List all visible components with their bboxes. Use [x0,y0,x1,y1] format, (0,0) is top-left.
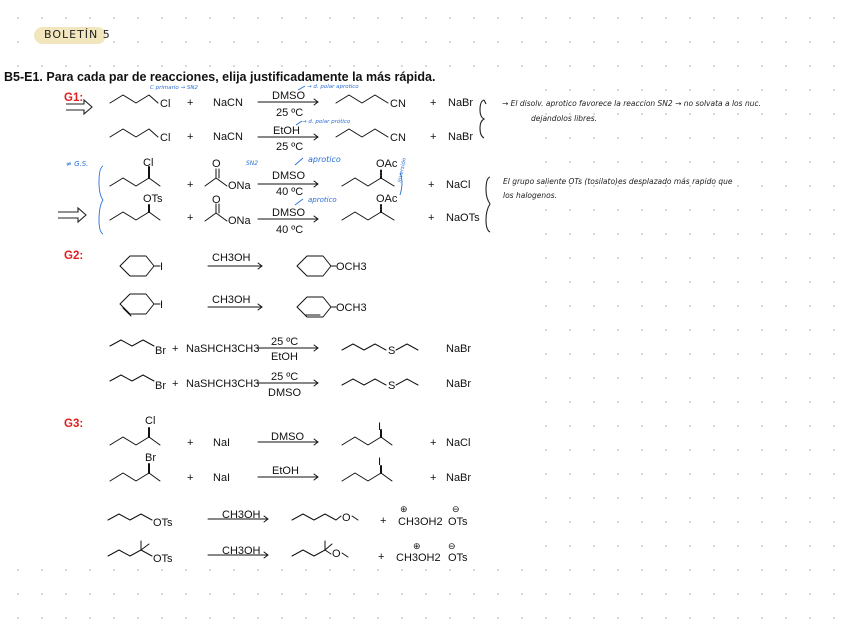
g2-r3-product-s: S [388,345,396,357]
g2-r2-solvent: CH3OH [212,294,251,306]
g3-r3-leaving: OTs [153,517,173,529]
g1-r1-solvent: DMSO [272,90,305,102]
g3-r3-charge-pos: ⊕ [400,504,408,514]
g3-r2-plus: + [187,472,194,484]
g1-r4-leaving: OTs [143,193,163,205]
g1-r3-byproduct: NaCl [446,179,471,191]
note-aprotic-line2: dejandolos libres. [531,114,598,123]
g1-r2-plus2: + [430,131,437,143]
g1-r2-leaving: Cl [160,132,171,144]
g2-r4-leaving: Br [155,380,166,392]
g3-r4-plus: + [378,551,385,563]
g2-r3-byproduct: NaBr [446,343,472,355]
g2-r4-byproduct: NaBr [446,378,472,390]
group-label-g3: G3: [64,418,84,430]
g2-r1-leaving: I [160,261,164,273]
note-gs: ≠ G.S. [66,160,89,168]
g1-r1-product: CN [390,98,406,110]
g1-r4-temp: 40 ºC [276,224,304,236]
g2-r4-temp: 25 ºC [271,371,299,383]
g3-r1-leaving: Cl [145,415,156,427]
g2-r1-product: OCH3 [336,261,367,273]
g3-r4-charge-pos: ⊕ [413,541,421,551]
g3-r1-plus2: + [430,437,437,449]
g3-r3-plus: + [380,515,387,527]
g1-r2-temp: 25 ºC [276,141,304,153]
g1-r1-plus2: + [430,97,437,109]
g1-r2-product: CN [390,132,406,144]
g3-r1-plus: + [187,437,194,449]
note-aprotico-1: aprotico [308,155,341,164]
g1-r3-plus2: + [428,179,435,191]
note-leaving-group-line2: los halogenos. [503,191,557,200]
g1-r3-leaving: Cl [143,157,154,169]
group-label-g2: G2: [64,250,84,262]
g1-r4-solvent: DMSO [272,207,305,219]
g3-r2-leaving: Br [145,452,156,464]
g1-r3-reagent-o: O [212,158,221,170]
g1-r2-reagent: NaCN [213,131,243,143]
g3-r4-leaving: OTs [153,553,173,565]
g2-r4-reagent: NaSHCH3CH3 [186,378,260,390]
g3-r3-byproduct2: OTs [448,516,468,528]
note-leaving-group-line1: El grupo saliente OTs (tosilato)es desplazado más rapido que [503,177,733,186]
g3-r1-reagent: NaI [213,437,231,449]
g1-r3-plus: + [187,179,194,191]
g1-r1-leaving: Cl [160,98,171,110]
g3-r3-solvent: CH3OH [222,509,261,521]
g1-r4-byproduct: NaOTs [446,212,480,224]
note-polar-aprotico: → d. polar aprotico [307,84,359,90]
g2-r4-product-s: S [388,380,396,392]
note-aprotic-line1: → El disolv. aprotico favorece la reaccion SN2 → no solvata a los nuc. [502,99,761,108]
g2-r2-product: OCH3 [336,302,367,314]
g3-r4-product-o: O [332,548,341,560]
g2-r3-solvent: EtOH [271,351,298,363]
g1-r1-plus: + [187,97,194,109]
g3-r1-byproduct: NaCl [446,437,471,449]
g1-r2-plus: + [187,131,194,143]
g2-r2-leaving: I [160,299,164,311]
g3-r4-byproduct2: OTs [448,552,468,564]
g3-r1-product-i: I [378,421,382,433]
g3-r1-solvent: DMSO [271,431,304,443]
g2-r4-solvent: DMSO [268,387,301,399]
note-primario: C primario → SN2 [150,85,198,91]
g2-r3-plus: + [172,343,179,355]
g1-r4-reagent-o: O [212,194,221,206]
g1-r1-temp: 25 ºC [276,107,304,119]
g1-r4-reagent-ona: ONa [228,215,251,227]
exercise-title: B5-E1. Para cada par de reacciones, elija justificadamente la más rápida. [4,70,436,84]
g1-r1-reagent: NaCN [213,97,243,109]
g3-r3-byproduct1: CH3OH2 [398,516,443,528]
note-aprotico-2: aprotico [308,196,337,204]
g3-r2-byproduct: NaBr [446,472,472,484]
g2-r3-reagent: NaSHCH3CH3 [186,343,260,355]
g1-r3-solvent: DMSO [272,170,305,182]
g1-r1-byproduct: NaBr [448,97,474,109]
g2-r3-leaving: Br [155,345,166,357]
g3-r2-reagent: NaI [213,472,231,484]
g3-r4-byproduct1: CH3OH2 [396,552,441,564]
g1-r3-reagent-ona: ONa [228,180,251,192]
group-label-g1: G1: [64,92,84,104]
g1-r2-byproduct: NaBr [448,131,474,143]
g2-r4-plus: + [172,378,179,390]
g1-r4-plus2: + [428,212,435,224]
note-sn2: SN2 [246,160,259,167]
g1-r4-product: OAc [376,193,398,205]
note-inversion: inversión [397,157,409,184]
g2-r1-solvent: CH3OH [212,252,251,264]
g3-r4-solvent: CH3OH [222,545,261,557]
g3-r3-product-o: O [342,512,351,524]
g2-r3-temp: 25 ºC [271,336,299,348]
g3-r4-charge-neg: ⊖ [448,541,456,551]
g3-r3-charge-neg: ⊖ [452,504,460,514]
g1-r3-temp: 40 ºC [276,186,304,198]
g1-r3-product: OAc [376,158,398,170]
g3-r2-plus2: + [430,472,437,484]
boletin-tag-text: BOLETÍN 5 [44,28,111,41]
g3-r2-product-i: I [378,456,382,468]
g1-r2-solvent: EtOH [273,125,300,137]
g1-r4-plus: + [187,212,194,224]
g3-r2-solvent: EtOH [272,465,299,477]
note-polar-protico: → d. polar prótico [302,119,351,125]
